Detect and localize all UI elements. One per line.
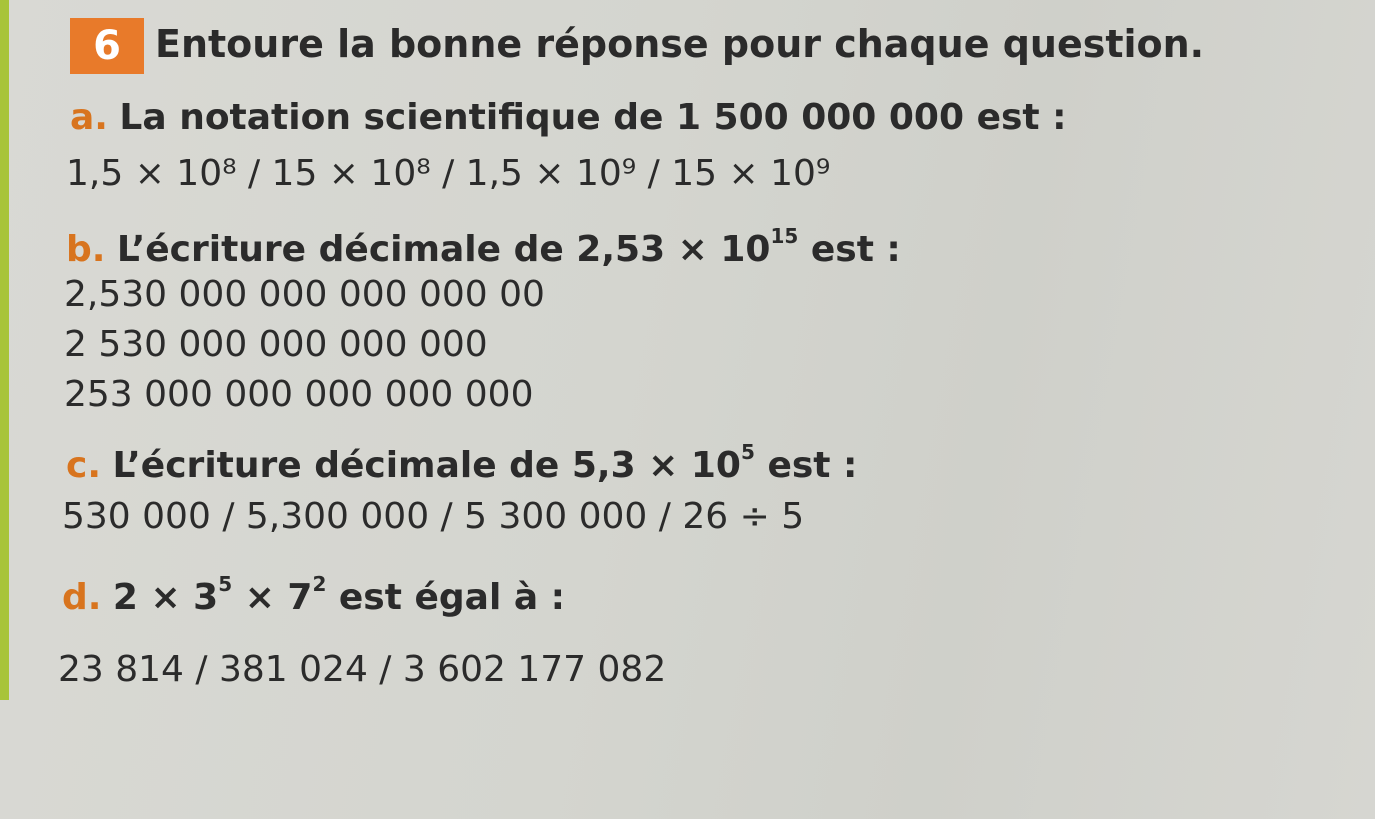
question-c-text-after: est : [754, 445, 858, 486]
question-d-expr-part1: 2 × 3 [112, 577, 219, 618]
question-c-text [112, 440, 858, 486]
question-c-exponent: 5 [740, 440, 755, 464]
question-b-letter: b. [66, 229, 106, 270]
question-b-option-2[interactable]: 2 530 000 000 000 000 [64, 324, 488, 365]
question-b-text-before: L’écriture décimale de 2,53 × 10 [116, 229, 771, 270]
question-a [70, 96, 1067, 140]
exercise-instruction: Entoure la bonne réponse pour chaque question. [155, 22, 1205, 66]
question-d-letter: d. [62, 577, 102, 618]
question-d-options[interactable]: 23 814 / 381 024 / 3 602 177 082 [58, 649, 667, 690]
question-b-text [116, 224, 901, 270]
question-b-option-1[interactable]: 2,530 000 000 000 000 00 [64, 274, 545, 315]
question-c-text-before: L’écriture décimale de 5,3 × 10 [112, 445, 741, 486]
margin-rule [0, 0, 9, 700]
question-c-options[interactable]: 530 000 / 5,300 000 / 5 300 000 / 26 ÷ 5 [62, 496, 805, 537]
question-a-text: La notation scientifique de 1 500 000 000 est : [119, 97, 1067, 138]
question-a-letter: a. [70, 97, 108, 138]
question-a-options[interactable]: 1,5 × 10⁸ / 15 × 10⁸ / 1,5 × 10⁹ / 15 × 10⁹ [66, 153, 831, 194]
question-d-text [112, 572, 566, 618]
question-c-letter: c. [66, 445, 102, 486]
question-b-option-3[interactable]: 253 000 000 000 000 000 [64, 374, 534, 415]
question-c [66, 440, 858, 488]
question-d-exp1: 5 [218, 572, 233, 596]
question-d-exp2: 2 [312, 572, 327, 596]
question-b [66, 224, 901, 272]
question-d [62, 572, 566, 620]
question-b-text-after: est : [798, 229, 901, 270]
question-d-expr-part2: × 7 [232, 577, 313, 618]
question-b-exponent: 15 [770, 224, 799, 248]
exercise-number-badge: 6 [70, 18, 144, 74]
question-d-text-after: est égal à : [326, 577, 566, 618]
